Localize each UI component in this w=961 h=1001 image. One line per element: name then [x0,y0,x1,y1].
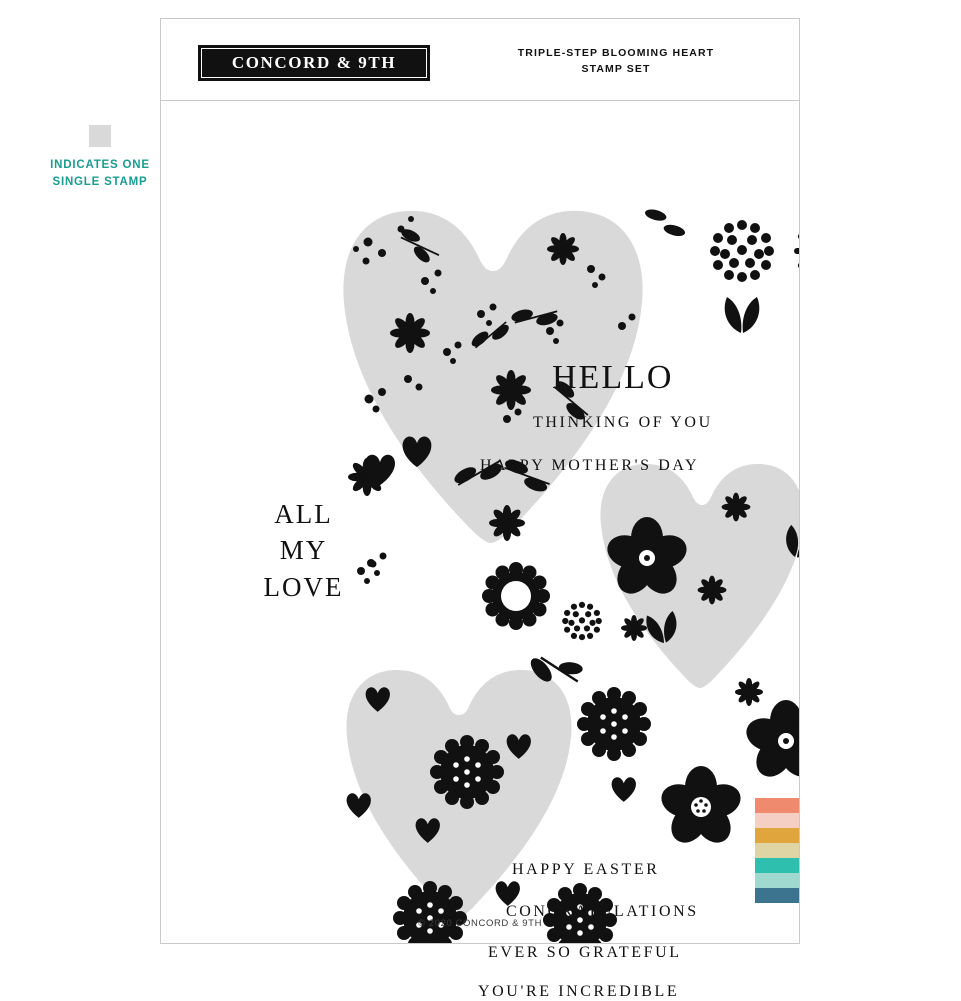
flower-row-top [710,214,799,357]
copyright-text: © 2020 CONCORD & 9TH [417,918,543,929]
color-chip [755,843,799,858]
sentiment-all: ALL [274,499,333,529]
color-chip [755,873,799,888]
legend-label [40,157,160,190]
brand-logo [198,45,430,81]
sentiment-happy-mothers-day: HAPPY MOTHER'S DAY [480,457,700,474]
color-chip [755,813,799,828]
sentiment-all-my-love [216,496,391,605]
stamp-canvas [161,101,799,1000]
brand-logo-text: CONCORD & 9TH [231,53,397,72]
package-header [161,19,799,101]
stamp-package [160,18,800,1000]
product-title [461,46,771,78]
legend [40,125,160,190]
sentiment-love: LOVE [263,571,344,602]
color-chip [755,798,799,813]
legend-line-2: SINGLE STAMP [52,175,148,188]
sentiment-thinking-of-you: THINKING OF YOU [533,414,713,431]
sentiment-ever-so-grateful: EVER SO GRATEFUL [488,944,682,961]
product-title-line-2: STAMP SET [581,62,651,75]
legend-swatch [89,125,111,147]
color-chip [755,858,799,873]
sentiment-my: MY [279,535,328,566]
color-chip-strip [755,798,799,903]
sentiment-hello: HELLO [552,359,674,396]
color-chip [755,888,799,903]
sentiment-congratulations: CONGRATULATIONS [506,903,699,920]
color-chip [755,828,799,843]
sentiment-happy-easter: HAPPY EASTER [512,861,660,878]
product-title-line-1: TRIPLE-STEP BLOOMING HEART [517,47,715,59]
sentiment-youre-incredible: YOU'RE INCREDIBLE [478,983,680,1000]
legend-line-1: INDICATES ONE [50,159,150,171]
